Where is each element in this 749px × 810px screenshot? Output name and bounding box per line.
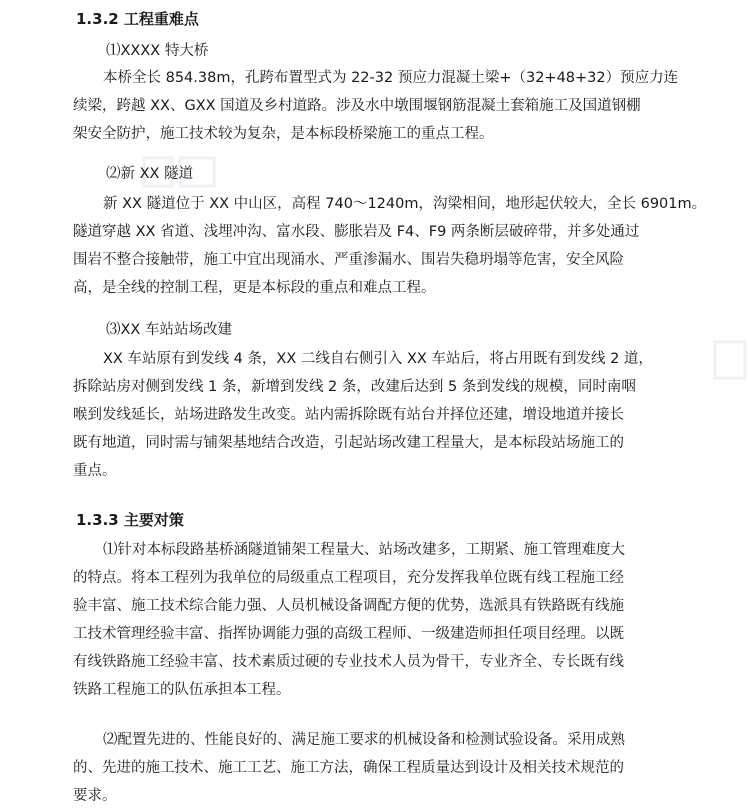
item-title-station: ⑶XX 车站站场改建 <box>106 322 232 338</box>
text-line: 拆除站房对侧到发线 1 条，新增到发线 2 条，改建后达到 5 条到发线的规模，同时南咽 <box>73 379 636 395</box>
text-line: 喉到发线延长，站场进路发生改变。站内需拆除既有站台并择位还建，增设地道并接长 <box>73 407 624 423</box>
text-line: 重点。 <box>73 463 117 479</box>
item-title-tunnel: ⑵新 XX 隧道 <box>106 166 194 182</box>
text-line: 本桥全长 854.38m，孔跨布置型式为 22-32 预应力混凝土梁+（32+48+32）预应力连 <box>103 70 679 86</box>
text-line: 要求。 <box>73 788 117 804</box>
text-line: 围岩不整合接触带，施工中宜出现涌水、严重渗漏水、围岩失稳坍塌等危害，安全风险 <box>73 252 624 268</box>
text-line: 的特点。将本工程列为我单位的局级重点工程项目，充分发挥我单位既有线工程施工经 <box>73 570 624 586</box>
paragraph-countermeasure-2 <box>73 726 683 810</box>
text-line: 验丰富、施工技术综合能力强、人员机械设备调配方便的优势，选派具有铁路既有线施 <box>73 598 624 614</box>
paragraph-station <box>73 345 683 485</box>
section-heading-1-3-2: 1.3.2 工程重难点 <box>76 10 199 28</box>
text-line: 工技术管理经验丰富、指挥协调能力强的高级工程师、一级建造师担任项目经理。以既 <box>73 626 624 642</box>
text-line: 高，是全线的控制工程，更是本标段的重点和难点工程。 <box>73 280 436 296</box>
text-line: 隧道穿越 XX 省道、浅埋冲沟、富水段、膨胀岩及 F4、F9 两条断层破碎带，并多处通过 <box>73 224 640 240</box>
text-line: 既有地道，同时需与铺架基地结合改造，引起站场改建工程量大，是本标段站场施工的 <box>73 435 624 451</box>
text-line: 有线铁路施工经验丰富、技术素质过硬的专业技术人员为骨干，专业齐全、专长既有线 <box>73 654 624 670</box>
text-line: ⑴针对本标段路基桥涵隧道铺架工程量大、站场改建多，工期紧、施工管理难度大 <box>103 542 625 558</box>
text-line: 铁路工程施工的队伍承担本工程。 <box>73 682 291 698</box>
item-title-bridge: ⑴XXXX 特大桥 <box>106 43 209 59</box>
paragraph-tunnel <box>73 190 707 302</box>
watermark-edge-icon <box>709 338 749 382</box>
text-line: 新 XX 隧道位于 XX 中山区，高程 740～1240m，沟梁相间，地形起伏较大，全长 6901m。 <box>103 196 707 212</box>
section-heading-1-3-3: 1.3.3 主要对策 <box>76 511 184 529</box>
text-line: 续梁，跨越 XX、GXX 国道及乡村道路。涉及水中墩围堰钢筋混凝土套箱施工及国道钢棚 <box>73 98 641 114</box>
text-line: ⑵配置先进的、性能良好的、满足施工要求的机械设备和检测试验设备。采用成熟 <box>103 732 625 748</box>
paragraph-bridge <box>73 64 683 148</box>
text-line: 的、先进的施工技术、施工工艺、施工方法，确保工程质量达到设计及相关技术规范的 <box>73 760 624 776</box>
text-line: 架安全防护，施工技术较为复杂，是本标段桥梁施工的重点工程。 <box>73 126 494 142</box>
paragraph-countermeasure-1 <box>73 536 683 704</box>
text-line: XX 车站原有到发线 4 条，XX 二线自右侧引入 XX 车站后，将占用既有到发线 2 道， <box>103 351 653 367</box>
